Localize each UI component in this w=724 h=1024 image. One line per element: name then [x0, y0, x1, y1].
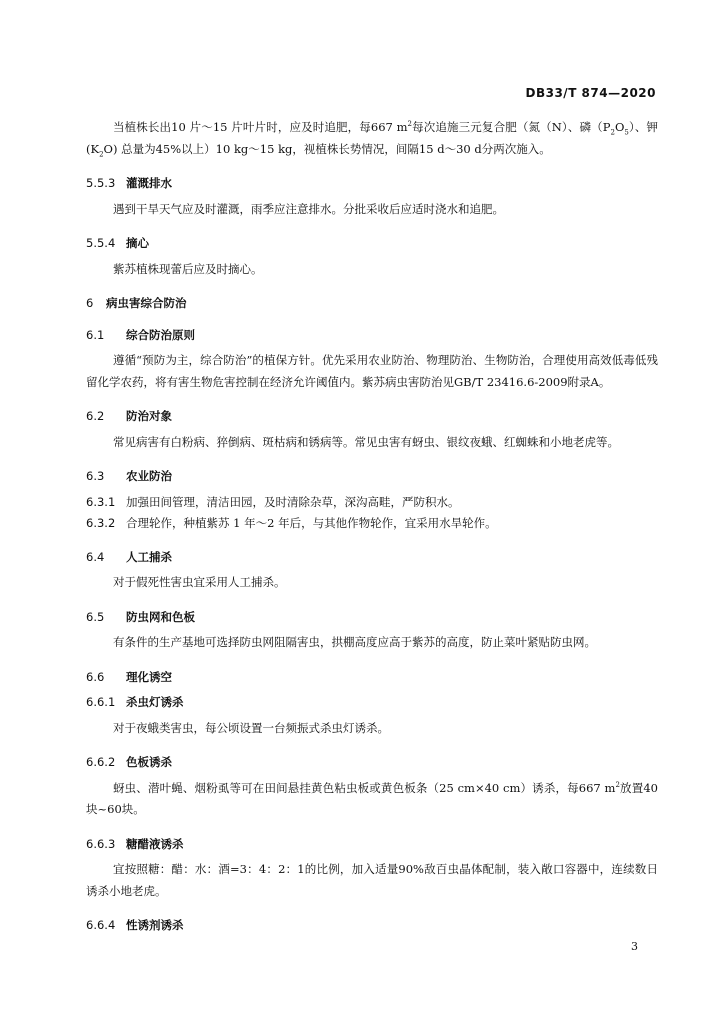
paragraph-irrigation: 遇到干旱天气应及时灌溉，雨季应注意排水。分批采收后应适时浇水和追肥。	[113, 201, 504, 216]
heading-6-1: 6.1 综合防治原则	[86, 327, 195, 342]
heading-6-6-1: 6.6.1 杀虫灯诱杀	[86, 695, 184, 709]
heading-6-6: 6.6 理化诱空	[86, 669, 172, 684]
paragraph-targets: 常见病害有白粉病、猝倒病、斑枯病和锈病等。常见虫害有蚜虫、银纹夜蛾、红蜘蛛和小地老虎等。	[113, 434, 619, 449]
heading-6-6-3: 6.6.3 糖醋液诱杀	[86, 836, 184, 851]
list-item-6-3-2: 6.3.2 合理轮作，种植紫苏 1 年～2 年后，与其他作物轮作，宜采用水旱轮作。	[86, 516, 497, 530]
paragraph-principles: 遵循“预防为主，综合防治”的植保方针。优先采用农业防治、物理防治、生物防治，合理使用高效低毒低残留化学农药，将有害生物危害控制在经济允许阈值内。紫苏病虫害防治见GB/T 23416.6-2009附录A。	[86, 353, 658, 389]
document-id: DB33/T 874—2020	[525, 86, 656, 100]
heading-6-3: 6.3 农业防治	[86, 469, 172, 483]
document-body	[86, 117, 658, 941]
heading-6-6-4: 6.6.4 性诱剂诱杀	[86, 918, 184, 932]
paragraph-sugar-vinegar: 宜按照糖：醋：水：酒=3：4：2：1的比例，加入适量90%敌百虫晶体配制，装入敞口容器中，连续数日诱杀小地老虎。	[86, 862, 658, 898]
paragraph-insect-lamp: 对于夜蛾类害虫，每公顷设置一台频振式杀虫灯诱杀。	[113, 720, 389, 735]
paragraph-color-board: 蚜虫、潜叶蝇、烟粉虱等可在田间悬挂黄色粘虫板或黄色板条（25 cm×40 cm）诱杀，每667 $m^2$放置40块~60块。	[86, 780, 658, 816]
paragraph-fertilizing: 当植株长出10 片～15 片叶片时，应及时追肥，每667 $m^2$每次追施三元复合肥（氮（N）、磷$(P_2O_5)$、钾$(K_2O)$ 总量为45%以上）10 kg～15 kg，视植株长势情况，间隔15 d～30 d分两次施入。	[86, 120, 658, 158]
heading-6: 6 病虫害综合防治	[86, 296, 187, 310]
heading-6-2: 6.2 防治对象	[86, 409, 172, 423]
heading-6-6-2: 6.6.2 色板诱杀	[86, 755, 172, 769]
paragraph-insect-net: 有条件的生产基地可选择防虫网阻隔害虫，拱棚高度应高于紫苏的高度，防止菜叶紧贴防虫网。	[113, 635, 596, 649]
paragraph-topping: 紫苏植株现蕾后应及时摘心。	[113, 261, 263, 276]
heading-6-5: 6.5 防虫网和色板	[86, 609, 195, 624]
heading-5-5-3: 5.5.3 灌溉排水	[86, 176, 172, 190]
paragraph-manual-kill: 对于假死性害虫宜采用人工捕杀。	[113, 575, 286, 589]
list-item-6-3-1: 6.3.1 加强田间管理，清洁田园，及时清除杂草，深沟高畦，严防积水。	[86, 494, 460, 509]
heading-5-5-4: 5.5.4 摘心	[86, 236, 149, 250]
page-number: 3	[631, 940, 638, 953]
heading-6-4: 6.4 人工捕杀	[86, 549, 172, 564]
list-agricultural-control	[86, 492, 658, 535]
